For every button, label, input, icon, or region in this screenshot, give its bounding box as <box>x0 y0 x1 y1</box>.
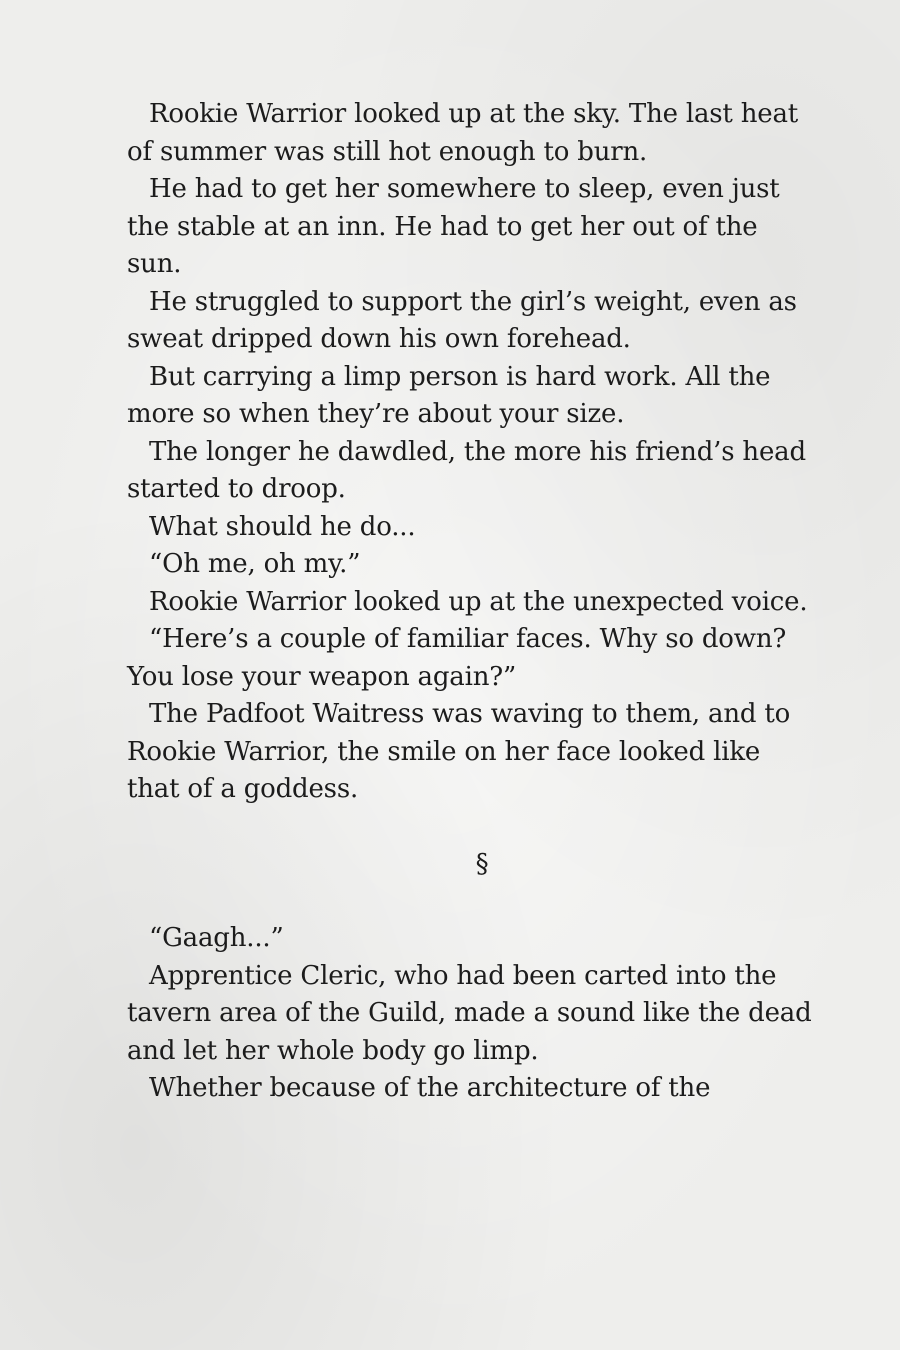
page-text <box>127 96 817 1108</box>
paragraph: What should he do... <box>149 511 416 542</box>
paragraph: “Gaagh...” <box>149 923 284 953</box>
section-break-mark: § <box>475 848 489 879</box>
paragraph: Rookie Warrior looked up at the unexpected voice. <box>149 586 808 617</box>
paragraph: Rookie Warrior looked up at the sky. The last heat of summer was still hot enough to burn. <box>127 99 799 167</box>
paragraph: But carrying a limp person is hard work. All the more so when they’re about your size. <box>127 361 771 429</box>
paragraph: “Here’s a couple of familiar faces. Why so down? You lose your weapon again?” <box>127 624 787 692</box>
paragraph: The Padfoot Waitress was waving to them, and to Rookie Warrior, the smile on her face looked like that of a goddess. <box>127 699 791 804</box>
paragraph: He had to get her somewhere to sleep, even just the stable at an inn. He had to get her out of the sun. <box>127 174 780 279</box>
paragraph: The longer he dawdled, the more his friend’s head started to droop. <box>127 436 806 504</box>
paragraph: Apprentice Cleric, who had been carted into the tavern area of the Guild, made a sound like the dead and let her whole body go limp. <box>127 960 812 1066</box>
paragraph: Whether because of the architecture of the <box>149 1073 711 1103</box>
paragraph: He struggled to support the girl’s weight, even as sweat dripped down his own forehead. <box>127 286 797 354</box>
paragraph: “Oh me, oh my.” <box>149 549 361 579</box>
